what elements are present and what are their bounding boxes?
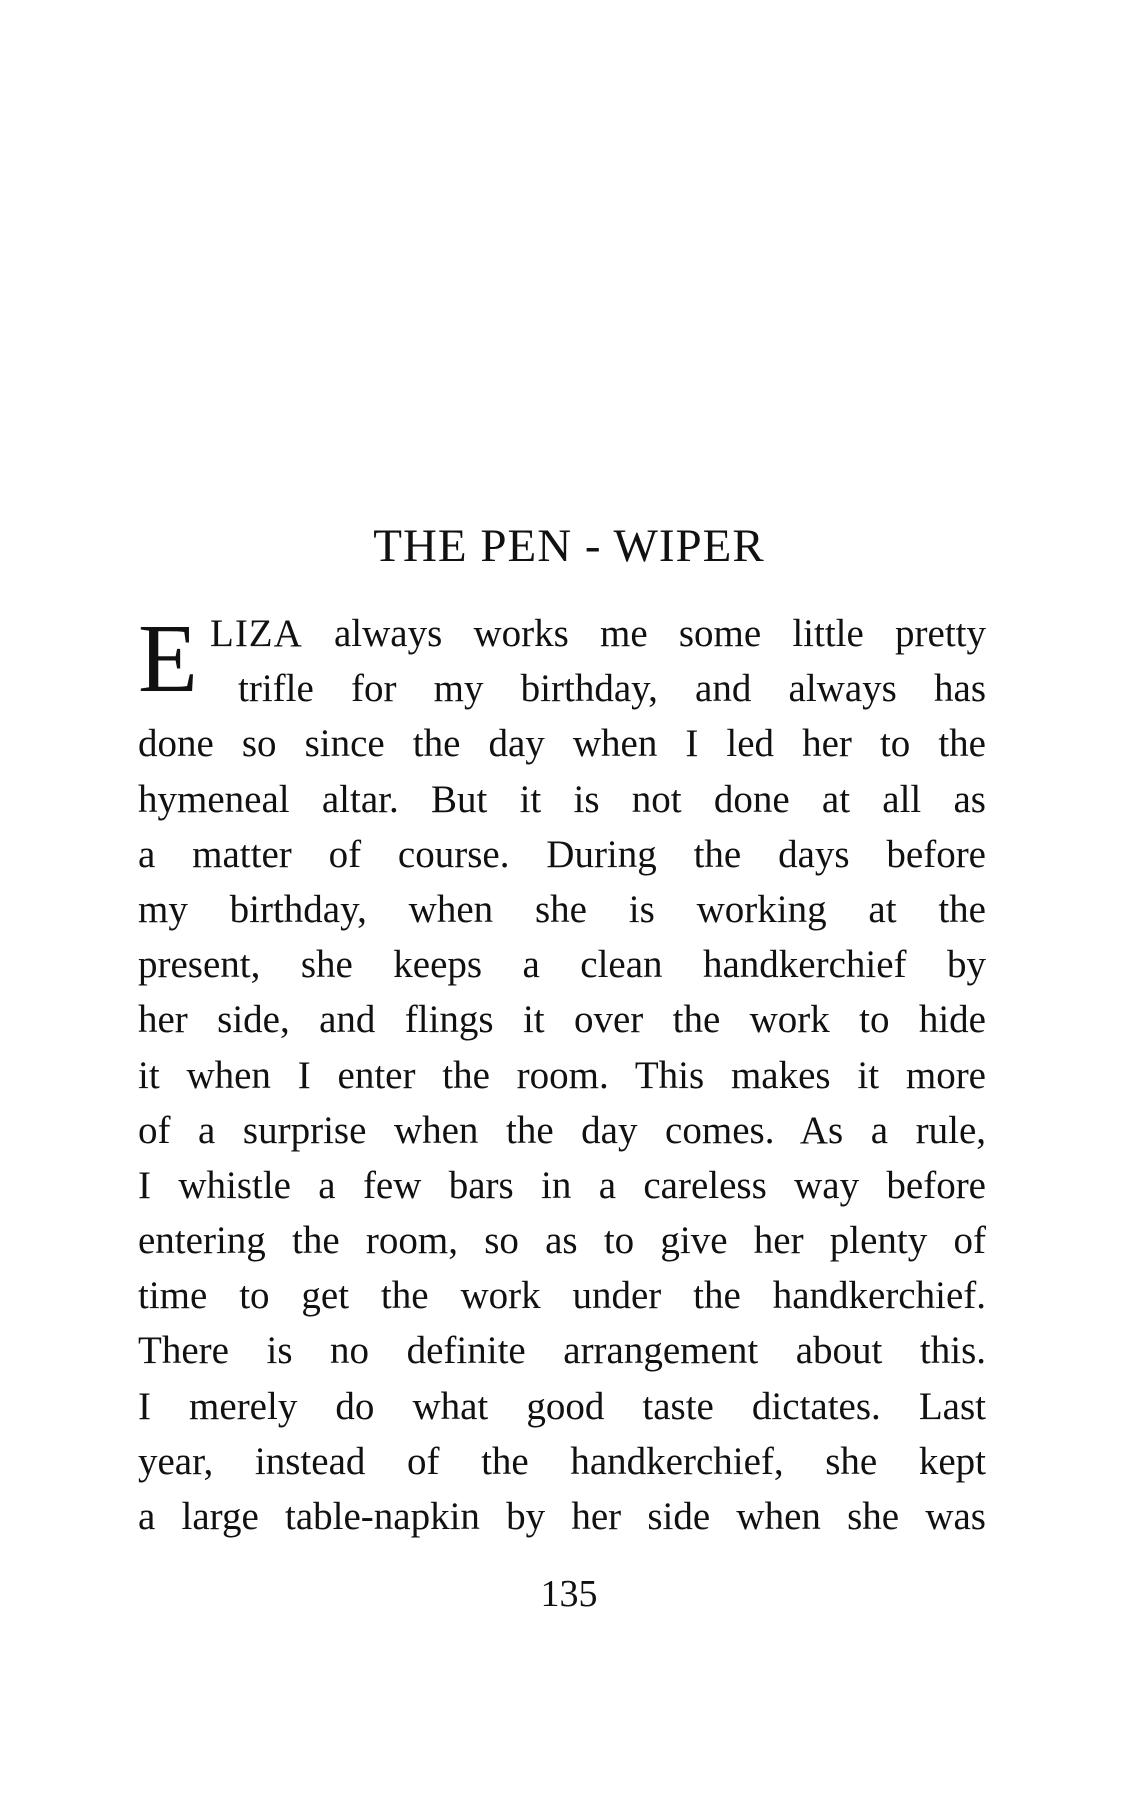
body-text [138,606,986,1544]
text-line: present, she keeps a clean handkerchief by [138,943,986,987]
text-line: time to get the work under the handkerchief. [138,1274,986,1318]
page-number: 135 [540,1573,598,1615]
chapter-title: THE PEN - WIPER [373,520,765,572]
text-line: There is no definite arrangement about this. [138,1329,986,1373]
text-line: I merely do what good taste dictates. Last [138,1384,986,1428]
text-line: her side, and flings it over the work to hide [138,998,986,1042]
text-line: a large table-napkin by her side when she was [138,1495,986,1538]
text-line: year, instead of the handkerchief, she kept [138,1439,986,1483]
first-line-text: always works me some little pretty [334,612,986,655]
text-line: my birthday, when she is working at the [138,887,986,931]
text-line: it when I enter the room. This makes it more [138,1053,986,1097]
first-word-rest: LIZA [210,612,303,655]
text-line: I whistle a few bars in a careless way before [138,1163,986,1207]
text-line: of a surprise when the day comes. As a rule, [138,1108,986,1152]
drop-cap: E [138,605,198,713]
text-line: trifle for my birthday, and always has [238,667,986,711]
text-line: hymeneal altar. But it is not done at all as [138,777,986,821]
text-line: a matter of course. During the days before [138,832,986,876]
first-line [138,606,986,661]
text-line: done so since the day when I led her to the [138,722,986,766]
text-line: entering the room, so as to give her plenty of [138,1219,986,1263]
